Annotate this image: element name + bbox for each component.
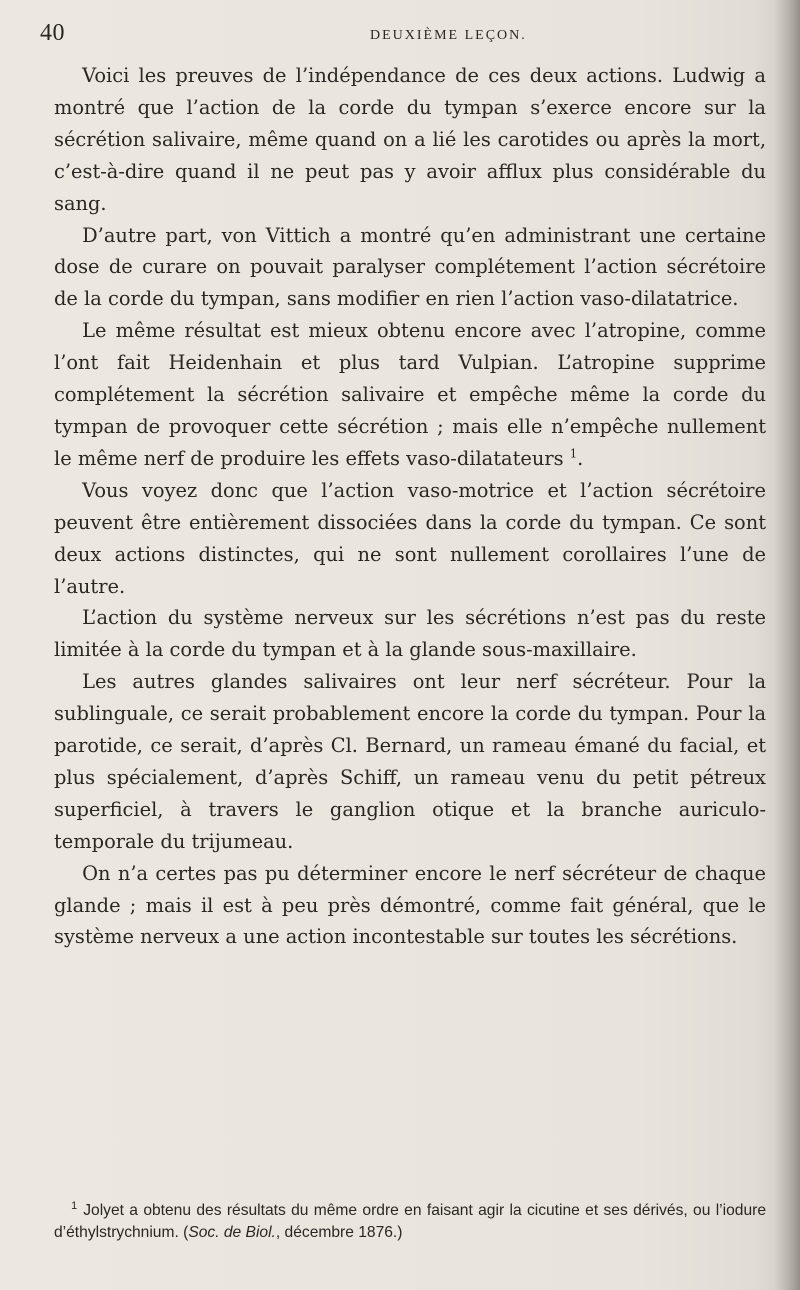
page-edge-shadow bbox=[774, 0, 800, 1290]
paragraph-text: On n’a certes pas pu déterminer encore le nerf sécréteur de chaque glande ; mais il est à peu près démontré, comme fait général, que le système nerveux a une action incontestable sur toutes les sécrétions. bbox=[54, 861, 766, 949]
paragraph bbox=[54, 315, 766, 475]
running-head: DEUXIÈME LEÇON. bbox=[370, 28, 527, 43]
paragraph-tail: . bbox=[577, 446, 584, 470]
footnote-text-before: Jolyet a obtenu des résultats du même ordre en faisant agir la cicutine et ses dérivés, ou l’iodure d’éthylstrychnium. ( bbox=[54, 1202, 766, 1241]
paragraph-text: D’autre part, von Vittich a montré qu’en administrant une certaine dose de curare on pouvait paralyser complétement l’action sécrétoire de la corde du tympan, sans modifier en rien l’action vaso-dilatatrice. bbox=[54, 223, 766, 311]
footnote bbox=[54, 1200, 766, 1244]
paragraph bbox=[54, 475, 766, 603]
paragraph bbox=[54, 858, 766, 954]
page-header bbox=[40, 20, 750, 50]
paragraph bbox=[54, 602, 766, 666]
page-number: 40 bbox=[40, 20, 65, 46]
footnote-reference[interactable]: 1 bbox=[569, 446, 578, 461]
paragraph bbox=[54, 60, 766, 220]
paragraph-text: Les autres glandes salivaires ont leur nerf sécréteur. Pour la sublinguale, ce serait probablement encore la corde du tympan. Pour la parotide, ce serait, d’après Cl. Bernard, un rameau émané du facial, et plus spécialement, d’après Schiff, un rameau venu du petit pétreux superficiel, à travers le ganglion otique et la branche auriculo-temporale du trijumeau. bbox=[54, 670, 766, 853]
paragraph-text: L’action du système nerveux sur les sécrétions n’est pas du reste limitée à la corde du tympan et à la glande sous-maxillaire. bbox=[54, 606, 766, 662]
footnote-marker: 1 bbox=[71, 1199, 78, 1212]
footnote-text-after: , décembre 1876.) bbox=[275, 1224, 403, 1241]
footnote-text bbox=[54, 1200, 766, 1244]
footnote-journal: Soc. de Biol. bbox=[188, 1224, 276, 1241]
paragraph-text: Voici les preuves de l’indépendance de ces deux actions. Ludwig a montré que l’action de la corde du tympan s’exerce encore sur la sécrétion salivaire, même quand on a lié les carotides ou après la mort, c’est-à-dire quand il ne peut pas y avoir afflux plus considérable du sang. bbox=[54, 64, 766, 215]
paragraph-text: Le même résultat est mieux obtenu encore avec l’atropine, comme l’ont fait Heidenhain et plus tard Vulpian. L’atropine supprime complétement la sécrétion salivaire et empêche même la corde du tympan de provoquer cette sécrétion ; mais elle n’empêche nullement le même nerf de produire les effets vaso-dilatateurs bbox=[54, 319, 766, 470]
paragraph bbox=[54, 220, 766, 316]
body-text bbox=[54, 60, 766, 953]
paragraph bbox=[54, 666, 766, 857]
paragraph-text: Vous voyez donc que l’action vaso-motrice et l’action sécrétoire peuvent être entièrement dissociées dans la corde du tympan. Ce sont deux actions distinctes, qui ne sont nullement corollaires l’une de l’autre. bbox=[54, 478, 766, 598]
